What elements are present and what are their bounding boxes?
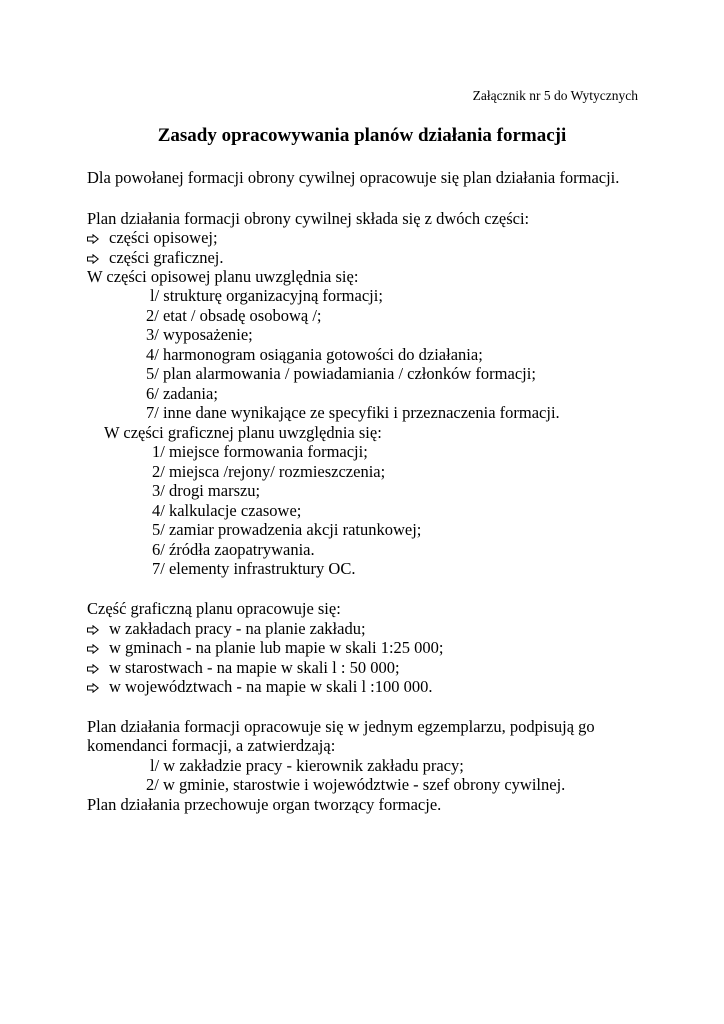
list-item — [87, 677, 433, 697]
list-item: 5/ plan alarmowania / powiadamiania / członków formacji; — [146, 364, 536, 383]
arrow-bullet-icon — [87, 254, 99, 264]
graphic-prep-heading: Część graficzną planu opracowuje się: — [87, 599, 341, 618]
arrow-bullet-icon — [87, 664, 99, 674]
list-item — [87, 619, 366, 639]
parts-heading: Plan działania formacji obrony cywilnej składa się z dwóch części: — [87, 209, 530, 228]
list-item: 6/ zadania; — [146, 384, 218, 403]
closing-paragraph-line: Plan działania formacji opracowuje się w jednym egzemplarzu, podpisują go — [87, 717, 595, 736]
arrow-bullet-icon — [87, 683, 99, 693]
list-item-text: w zakładach pracy - na planie zakładu; — [109, 619, 366, 638]
intro-paragraph: Dla powołanej formacji obrony cywilnej opracowuje się plan działania formacji. — [87, 168, 620, 187]
list-item: 2/ miejsca /rejony/ rozmieszczenia; — [152, 462, 386, 481]
list-item: 7/ elementy infrastruktury OC. — [152, 559, 356, 578]
list-item: 4/ harmonogram osiągania gotowości do działania; — [146, 345, 483, 364]
arrow-bullet-icon — [87, 234, 99, 244]
closing-paragraph-line: komendanci formacji, a zatwierdzają: — [87, 736, 336, 755]
list-item-text: części opisowej; — [109, 228, 218, 247]
list-item — [87, 658, 400, 678]
list-item: 3/ drogi marszu; — [152, 481, 261, 500]
arrow-bullet-icon — [87, 625, 99, 635]
list-item: l/ w zakładzie pracy - kierownik zakładu pracy; — [150, 756, 464, 775]
list-item: l/ strukturę organizacyjną formacji; — [150, 286, 383, 305]
descriptive-heading: W części opisowej planu uwzględnia się: — [87, 267, 359, 286]
arrow-bullet-icon — [87, 644, 99, 654]
list-item: 7/ inne dane wynikające ze specyfiki i przeznaczenia formacji. — [146, 403, 560, 422]
document-title: Zasady opracowywania planów działania formacji — [157, 125, 567, 146]
list-item: 1/ miejsce formowania formacji; — [152, 442, 368, 461]
list-item: 5/ zamiar prowadzenia akcji ratunkowej; — [152, 520, 422, 539]
graphic-heading: W części graficznej planu uwzględnia się: — [104, 423, 382, 442]
storage-note: Plan działania przechowuje organ tworzący formacje. — [87, 795, 442, 814]
list-item — [87, 248, 224, 268]
list-item-text: w starostwach - na mapie w skali l : 50 000; — [109, 658, 400, 677]
list-item: 4/ kalkulacje czasowe; — [152, 501, 302, 520]
list-item — [87, 228, 218, 248]
list-item: 3/ wyposażenie; — [146, 325, 253, 344]
list-item-text: w gminach - na planie lub mapie w skali 1:25 000; — [109, 638, 444, 657]
list-item: 2/ w gminie, starostwie i województwie - szef obrony cywilnej. — [146, 775, 566, 794]
list-item-text: części graficznej. — [109, 248, 224, 267]
list-item — [87, 638, 444, 658]
list-item: 2/ etat / obsadę osobową /; — [146, 306, 322, 325]
attachment-note: Załącznik nr 5 do Wytycznych — [472, 88, 638, 103]
list-item: 6/ źródła zaopatrywania. — [152, 540, 315, 559]
list-item-text: w województwach - na mapie w skali l :100 000. — [109, 677, 433, 696]
